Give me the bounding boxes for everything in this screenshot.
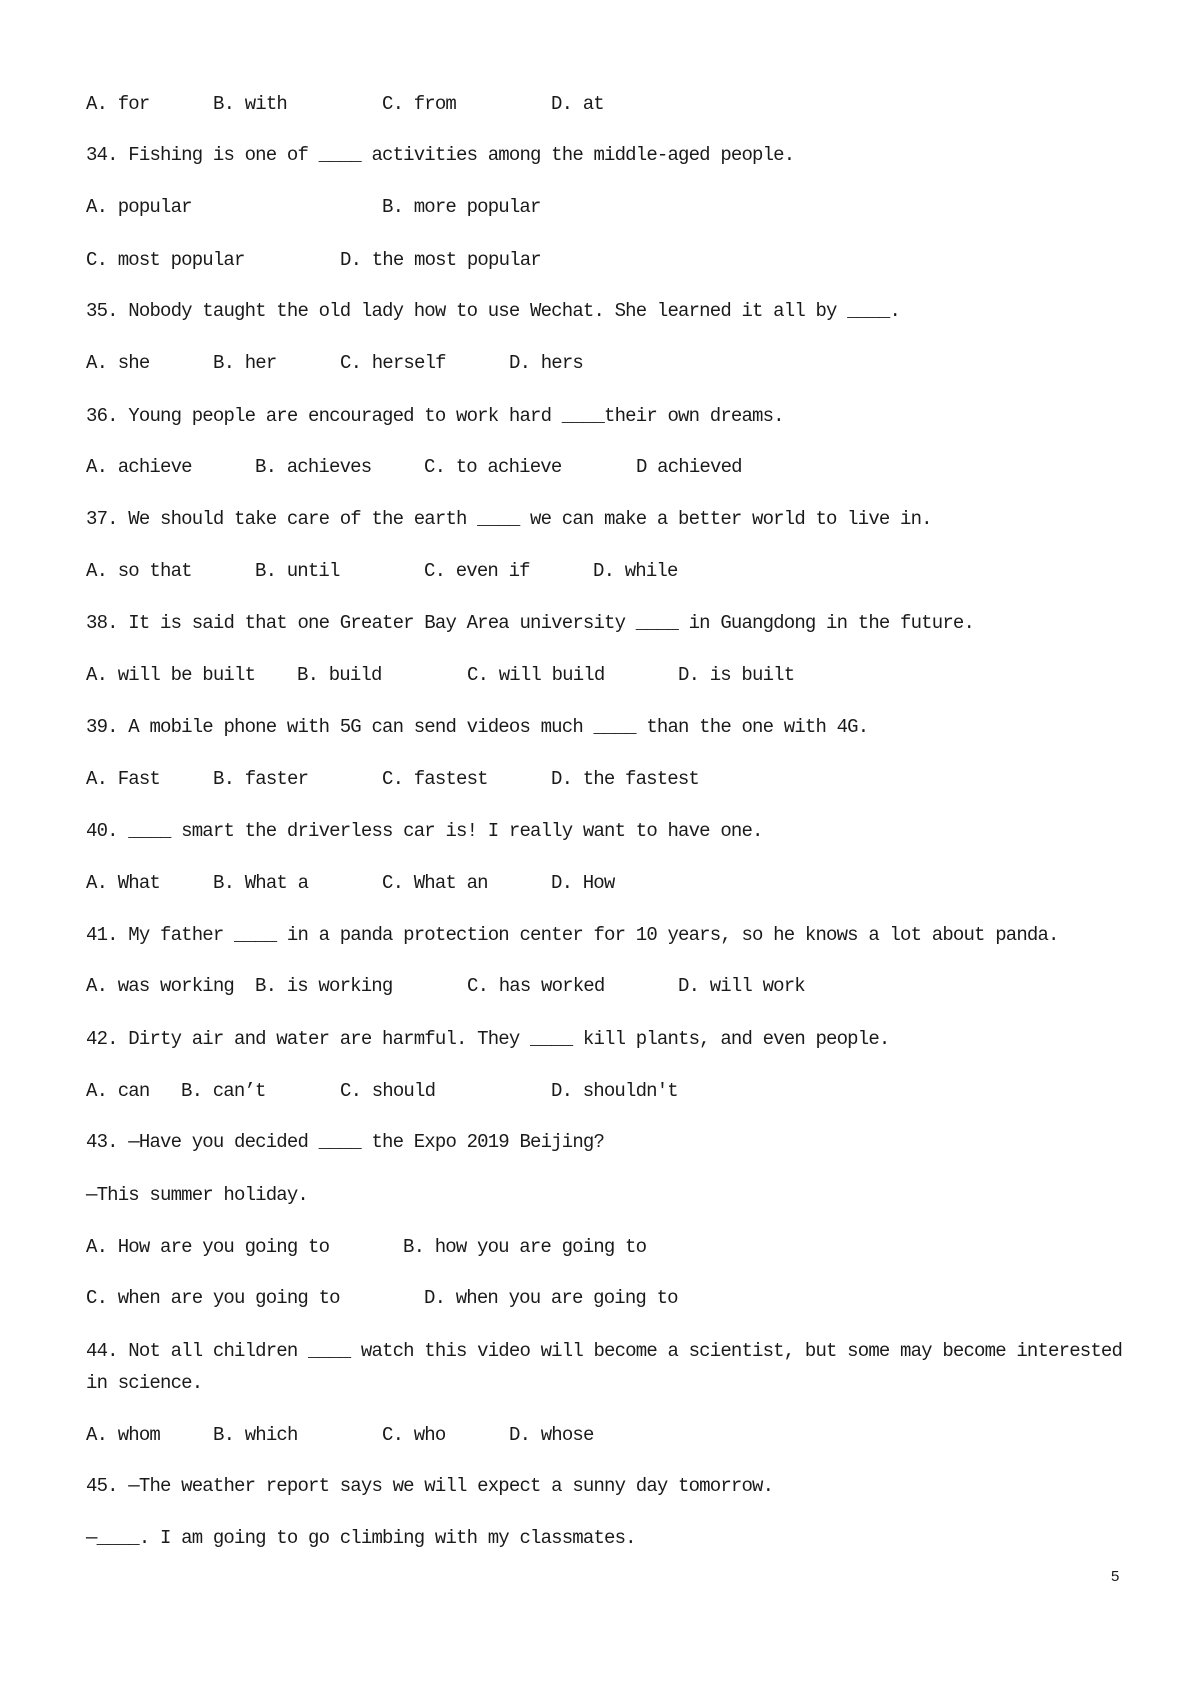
question-text: Young people are encouraged to work hard ____their own dreams. <box>128 405 784 427</box>
question-number: 39. <box>86 716 118 738</box>
question-number: 38. <box>86 612 118 634</box>
option-c: C. from <box>382 93 457 115</box>
option-d: D. How <box>551 872 615 894</box>
option-d: D achieved <box>636 456 742 478</box>
question-45-stem <box>86 1470 1130 1502</box>
option-a: A. will be built <box>86 664 256 686</box>
question-text: —Have you decided ____ the Expo 2019 Beijing? <box>128 1131 605 1153</box>
option-c: C. most popular <box>86 249 245 271</box>
question-number: 44. <box>86 1340 118 1362</box>
question-number: 35. <box>86 300 118 322</box>
question-43-options-row-1 <box>86 1231 1126 1263</box>
question-37-options <box>86 555 1126 587</box>
option-c: C. will build <box>467 664 605 686</box>
question-44-options <box>86 1419 1126 1451</box>
dialogue-reply: —This summer holiday. <box>86 1184 309 1206</box>
question-number: 36. <box>86 405 118 427</box>
option-d: D. shouldn't <box>551 1080 678 1102</box>
question-38-stem <box>86 607 1130 639</box>
option-a: A. What <box>86 872 161 894</box>
option-b: B. which <box>213 1424 298 1446</box>
question-44-stem <box>86 1335 1130 1399</box>
option-a: A. How are you going to <box>86 1236 330 1258</box>
option-a: A. achieve <box>86 456 192 478</box>
question-text: —The weather report says we will expect a sunny day tomorrow. <box>128 1475 774 1497</box>
dialogue-reply: —____. I am going to go climbing with my classmates. <box>86 1527 636 1549</box>
question-38-options <box>86 659 1126 691</box>
option-c: C. to achieve <box>424 456 562 478</box>
option-a: A. was working <box>86 975 235 997</box>
option-c: C. even if <box>424 560 530 582</box>
question-42-stem <box>86 1023 1130 1055</box>
question-33-options <box>86 88 1126 120</box>
question-text: Not all children ____ watch this video will become a scientist, but some may become interested in science. <box>86 1340 1123 1394</box>
question-number: 43. <box>86 1131 118 1153</box>
question-40-options <box>86 867 1126 899</box>
option-a: A. whom <box>86 1424 161 1446</box>
question-text: My father ____ in a panda protection center for 10 years, so he knows a lot about panda. <box>128 924 1059 946</box>
page-number: 5 <box>1111 1568 1120 1585</box>
option-b: B. more popular <box>382 196 541 218</box>
question-number: 45. <box>86 1475 118 1497</box>
option-b: B. build <box>297 664 382 686</box>
question-41-options <box>86 970 1126 1002</box>
option-c: C. has worked <box>467 975 605 997</box>
option-a: A. popular <box>86 196 192 218</box>
option-c: C. fastest <box>382 768 488 790</box>
question-text: A mobile phone with 5G can send videos much ____ than the one with 4G. <box>128 716 869 738</box>
question-text: Nobody taught the old lady how to use Wechat. She learned it all by ____. <box>128 300 901 322</box>
question-35-options <box>86 347 1126 379</box>
question-43-reply <box>86 1179 1126 1211</box>
question-37-stem <box>86 503 1130 535</box>
option-c: C. What an <box>382 872 488 894</box>
option-b: B. her <box>213 352 277 374</box>
option-a: A. she <box>86 352 150 374</box>
option-b: B. can’t <box>181 1080 266 1102</box>
option-c: C. herself <box>340 352 446 374</box>
question-41-stem <box>86 919 1130 951</box>
option-d: D. whose <box>509 1424 594 1446</box>
question-text: Fishing is one of ____ activities among the middle-aged people. <box>128 144 795 166</box>
question-number: 42. <box>86 1028 118 1050</box>
question-35-stem <box>86 295 1130 327</box>
option-c: C. should <box>340 1080 436 1102</box>
question-36-options <box>86 451 1126 483</box>
option-d: D. at <box>551 93 604 115</box>
question-43-stem <box>86 1126 1130 1158</box>
option-b: B. until <box>255 560 340 582</box>
option-d: D. while <box>593 560 678 582</box>
option-d: D. will work <box>678 975 805 997</box>
question-45-reply <box>86 1522 1126 1554</box>
question-40-stem <box>86 815 1130 847</box>
option-a: A. Fast <box>86 768 161 790</box>
question-number: 41. <box>86 924 118 946</box>
option-d: D. when you are going to <box>424 1287 678 1309</box>
question-text: Dirty air and water are harmful. They ____ kill plants, and even people. <box>128 1028 890 1050</box>
question-36-stem <box>86 400 1130 432</box>
option-b: B. faster <box>213 768 309 790</box>
option-a: A. so that <box>86 560 192 582</box>
question-34-options-row-2 <box>86 244 1126 276</box>
option-c: C. who <box>382 1424 446 1446</box>
question-number: 40. <box>86 820 118 842</box>
question-text: We should take care of the earth ____ we can make a better world to live in. <box>128 508 932 530</box>
option-c: C. when are you going to <box>86 1287 340 1309</box>
option-d: D. is built <box>678 664 795 686</box>
option-b: B. with <box>213 93 288 115</box>
question-43-options-row-2 <box>86 1282 1126 1314</box>
option-d: D. the fastest <box>551 768 700 790</box>
option-b: B. is working <box>255 975 393 997</box>
option-b: B. how you are going to <box>403 1236 647 1258</box>
question-text: It is said that one Greater Bay Area university ____ in Guangdong in the future. <box>128 612 975 634</box>
question-39-options <box>86 763 1126 795</box>
option-a: A. for <box>86 93 150 115</box>
option-b: B. What a <box>213 872 309 894</box>
question-34-stem <box>86 139 1130 171</box>
question-42-options <box>86 1075 1126 1107</box>
question-number: 34. <box>86 144 118 166</box>
option-d: D. hers <box>509 352 584 374</box>
option-b: B. achieves <box>255 456 372 478</box>
question-number: 37. <box>86 508 118 530</box>
option-a: A. can <box>86 1080 150 1102</box>
question-34-options-row-1 <box>86 191 1126 223</box>
option-d: D. the most popular <box>340 249 541 271</box>
question-39-stem <box>86 711 1130 743</box>
question-text: ____ smart the driverless car is! I really want to have one. <box>128 820 763 842</box>
